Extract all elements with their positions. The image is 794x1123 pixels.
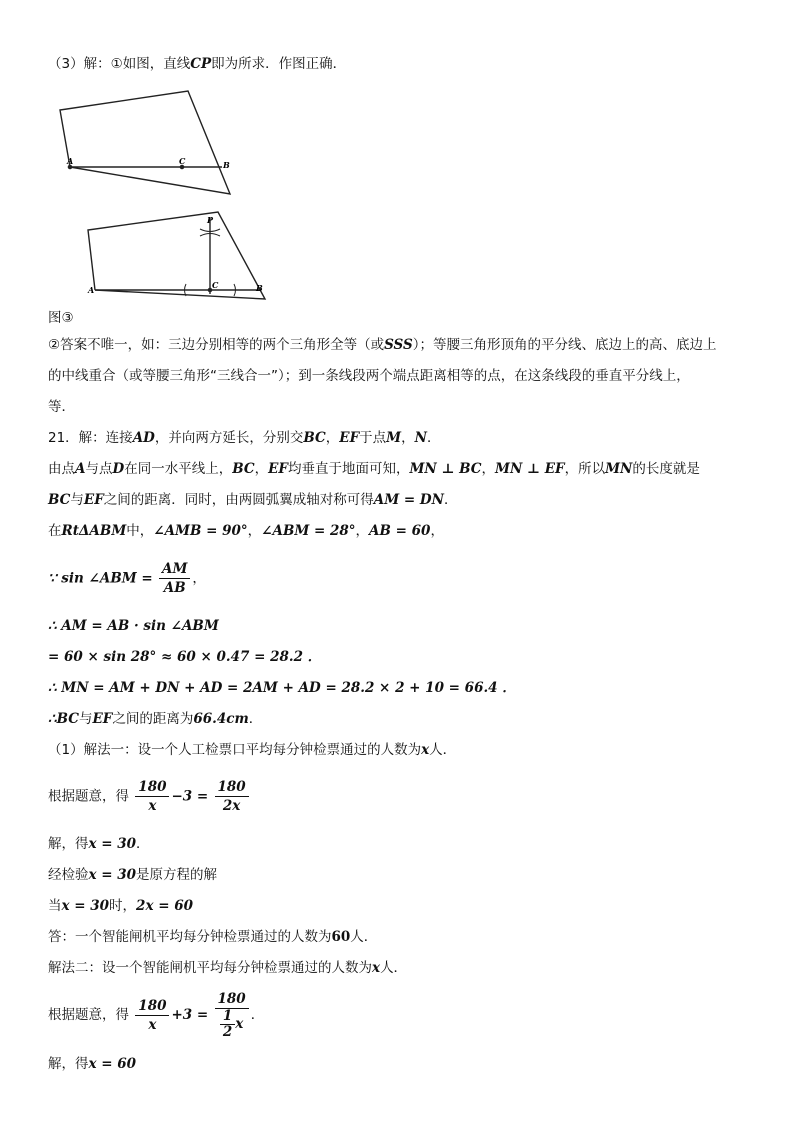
answer-2-line-3: 等． — [48, 399, 75, 415]
figure-bottom — [88, 212, 265, 299]
answer-2-line-2: 的中线重合（或等腰三角形“三线合一”）；到一条线段两个端点距离相等的点，在这条线段的垂直平分线上， — [48, 368, 690, 384]
q21-conclusion: ∴BC与EF之间的距离为66.4cm． — [48, 711, 263, 727]
label-bottom-a: A — [88, 285, 95, 295]
label-bottom-b: B — [256, 283, 263, 293]
q1-method1-equation: 根据题意，得 $\frac{180}{x}$ −3 = $\frac{180}{2x}$ — [48, 778, 251, 815]
label-top-c: C — [179, 156, 186, 166]
figure-top — [60, 91, 230, 194]
fraction-am-ab: $\frac{AM}{AB}$ — [159, 560, 190, 597]
q1-method1-answer: 答：一个智能闸机平均每分钟检票通过的人数为60人． — [48, 929, 378, 945]
figure-caption: 图③ — [48, 310, 74, 326]
q21-line-4: 在RtΔABM中，∠AMB = 90°，∠ABM = 28°，AB = 60， — [48, 523, 444, 539]
math-cp: CP — [190, 56, 212, 72]
q21-line-2: 由点A与点D在同一水平线上，BC，EF均垂直于地面可知，MN ⊥ BC，MN ⊥ EF，所以MN的长度就是 — [48, 461, 700, 477]
step-3-line: （3）解：①如图，直线CP即为所求．作图正确． — [48, 56, 347, 72]
q1-method1-solve: 解，得x = 30． — [48, 836, 150, 852]
q21-line-3: BC与EF之间的距离．同时，由两圆弧翼成轴对称可得AM = DN． — [48, 492, 458, 508]
label-top-b: B — [223, 160, 230, 170]
q21-line-1: 21．解：连接AD，并向两方延长，分别交BC，EF于点M，N． — [48, 430, 441, 446]
q1-method2-equation: 根据题意，得 $\frac{180}{x}$ +3 = 180 $\frac{1}{2}$ x ． — [48, 991, 265, 1040]
answer-2-line-1: ②答案不唯一，如：三边分别相等的两个三角形全等（或SSS）；等腰三角形顶角的平分线、底边上的高、底边上 — [48, 337, 717, 353]
q21-line-calc: = 60 × sin 28° ≈ 60 × 0.47 = 28.2 ． — [48, 649, 322, 665]
q1-method1-when: 当x = 30时，2x = 60 — [48, 898, 193, 914]
label-bottom-p: P — [207, 215, 214, 225]
q21-line-mn: ∴ MN = AM + DN + AD = 2AM + AD = 28.2 × 2 + 10 = 66.4 ． — [48, 680, 516, 696]
q21-sine-line: ∵ sin ∠ABM = $\frac{AM}{AB}$ ， — [48, 561, 206, 596]
label-top-a: A — [67, 156, 74, 166]
figure-3 — [50, 82, 285, 307]
q1-method2-solve: 解，得x = 60 — [48, 1056, 137, 1072]
label-bottom-c: C — [212, 280, 219, 290]
q21-line-am: ∴ AM = AB · sin ∠ABM — [48, 618, 219, 634]
q1-method1-intro: （1）解法一：设一个人工检票口平均每分钟检票通过的人数为x人． — [48, 742, 457, 758]
q1-method1-check: 经检验x = 30是原方程的解 — [48, 867, 218, 883]
q1-method2-intro: 解法二：设一个智能闸机平均每分钟检票通过的人数为x人． — [48, 960, 408, 976]
